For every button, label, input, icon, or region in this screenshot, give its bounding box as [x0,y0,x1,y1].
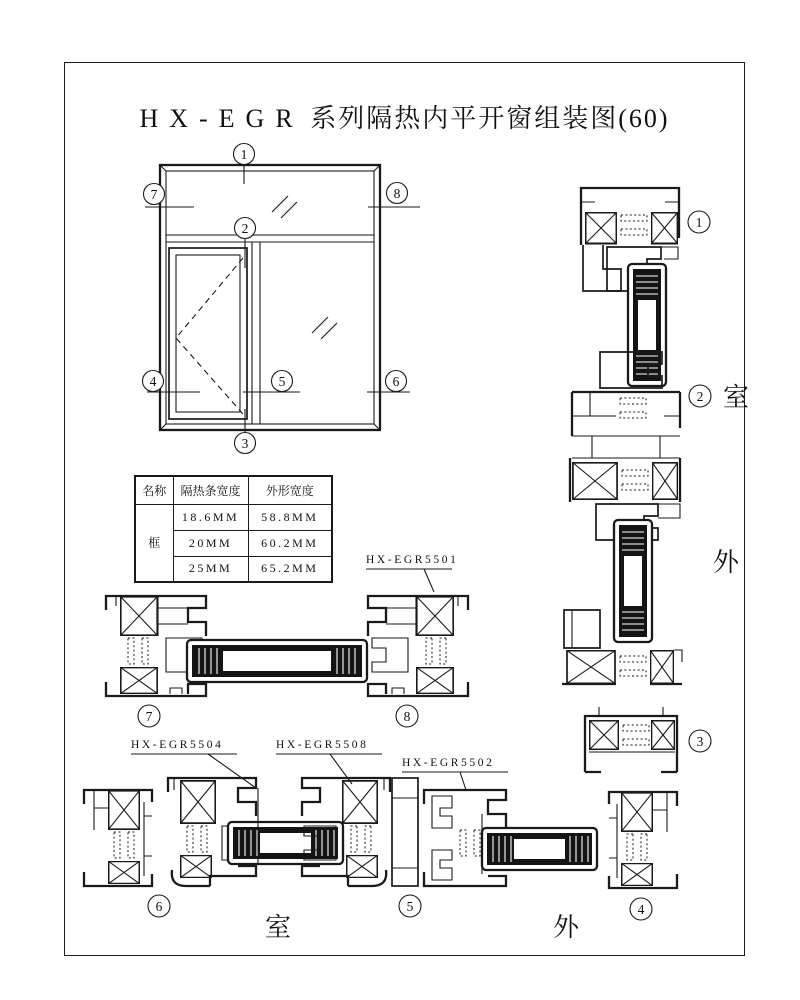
part-label-5501 [366,554,458,592]
balloon-1-number: 1 [695,215,703,230]
balloon-3-section [689,730,711,752]
balloon-8-elevation [387,183,408,204]
spec-table [134,475,333,583]
spec-col-name: 名称 [135,476,173,504]
balloon-4-section [630,898,652,920]
balloon-8-section [396,705,418,727]
balloon-7-section [138,705,160,727]
glass-unit-bottom-left [228,822,343,864]
spec-overall-value: 58.8MM [248,504,332,530]
balloon-1-section [688,211,710,233]
balloon-6-number: 6 [155,899,163,914]
section-column-right [562,188,749,772]
balloon-6-number: 6 [392,374,400,389]
balloon-8-number: 8 [403,709,411,724]
spec-overall-value: 60.2MM [248,530,332,556]
balloon-7-number: 7 [145,709,153,724]
section-row-bottom [84,739,677,942]
glass-unit-bottom-right [482,828,597,870]
balloon-1-number: 1 [240,147,248,162]
balloon-4-elevation [143,371,164,392]
balloon-1-elevation [234,144,255,165]
balloon-2-section [689,385,711,407]
balloon-7-number: 7 [150,187,158,202]
balloon-4-number: 4 [149,374,157,389]
spec-group-label: 框 [135,504,173,582]
balloon-5-elevation [272,371,293,392]
balloon-8-number: 8 [393,186,401,201]
spec-strip-value: 18.6MM [173,504,248,530]
title-series: HX-EGR [139,104,304,133]
spec-strip-value: 20MM [173,530,248,556]
balloon-4-number: 4 [637,902,645,917]
leader-5508 [276,754,382,784]
balloon-7-elevation [144,184,165,205]
spec-overall-value: 65.2MM [248,556,332,582]
balloon-2-elevation [235,218,256,239]
part-number-5508: HX-EGR5508 [276,739,369,751]
balloon-2-number: 2 [696,389,704,404]
outdoor-label-bottom: 外 [552,913,580,942]
frame-section-4 [609,792,677,888]
balloon-5-number: 5 [278,374,286,389]
window-elevation [143,144,421,454]
frame-section-6 [84,790,152,886]
balloon-3-elevation [235,433,256,454]
jamb-section-8 [368,596,468,696]
part-number-5501: HX-EGR5501 [366,554,459,566]
balloon-3-number: 3 [696,734,704,749]
spec-col-strip: 隔热条宽度 [173,476,248,504]
part-number-5502: HX-EGR5502 [402,757,495,769]
leader-5501 [366,569,452,592]
glass-unit-vertical-bottom [614,520,652,642]
spec-strip-value: 25MM [173,556,248,582]
glass-unit-vertical-top [628,264,666,386]
balloon-5-section [399,895,421,917]
part-number-5504: HX-EGR5504 [131,739,224,751]
meeting-stile [392,778,418,886]
balloon-6-elevation [386,371,407,392]
outdoor-label-right: 外 [712,548,740,577]
indoor-label-bottom: 室 [264,913,292,942]
title-text: 系列隔热内平开窗组装图(60) [310,104,670,133]
balloon-2-number: 2 [241,221,249,236]
balloon-3-number: 3 [241,436,249,451]
indoor-label-right: 室 [722,383,750,412]
glass-unit-top-row [187,640,367,682]
balloon-6-section [148,895,170,917]
balloon-5-number: 5 [406,899,414,914]
spec-col-overall: 外形宽度 [248,476,332,504]
